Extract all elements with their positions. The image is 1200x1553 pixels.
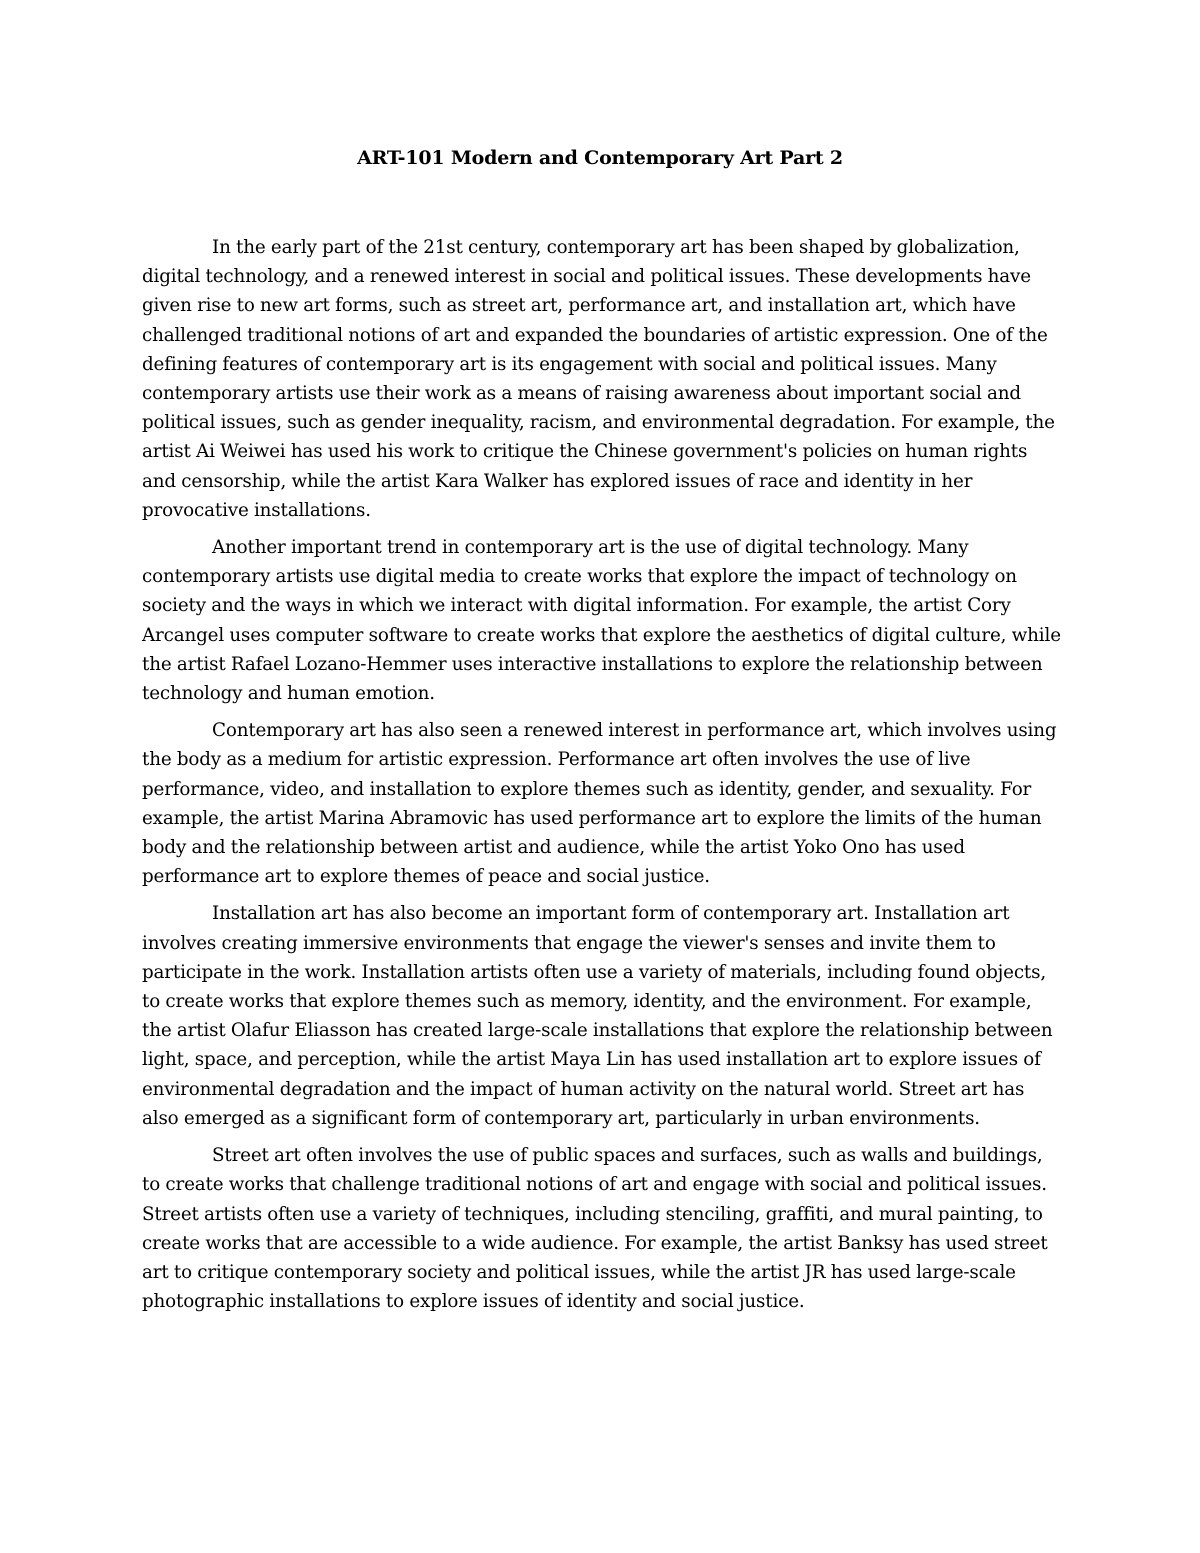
paragraph-3: Contemporary art has also seen a renewed interest in performance art, which involves using the body as a medium for artistic expression. Performance art often involves the use of live performance, video, and installation to explore themes such as identity, gender, and sexuality. For example, the artist Marina Abramovic has used performance art to explore the limits of the human body and the relationship between artist and audience, while the artist Yoko Ono has used performance art to explore themes of peace and social justice.: [142, 720, 1057, 888]
document-title: ART-101 Modern and Contemporary Art Part 2: [357, 147, 843, 169]
paragraph-5: Street art often involves the use of public spaces and surfaces, such as walls and buildings, to create works that challenge traditional notions of art and engage with social and political issues. Street artists often use a variety of techniques, including stenciling, graffiti, and mural painting, to create works that are accessible to a wide audience. For example, the artist Banksy has used street art to critique contemporary society and political issues, while the artist JR has used large-scale photographic installations to explore issues of identity and social justice.: [142, 1145, 1048, 1313]
paragraph-1: In the early part of the 21st century, contemporary art has been shaped by globalization, digital technology, and a renewed interest in social and political issues. These developments have given rise to new art forms, such as street art, performance art, and installation art, which have challenged traditional notions of art and expanded the boundaries of artistic expression. One of the defining features of contemporary art is its engagement with social and political issues. Many contemporary artists use their work as a means of raising awareness about important social and political issues, such as gender inequality, racism, and environmental degradation. For example, the artist Ai Weiwei has used his work to critique the Chinese government's policies on human rights and censorship, while the artist Kara Walker has explored issues of race and identity in her provocative installations.: [142, 237, 1055, 521]
paragraph-4: Installation art has also become an important form of contemporary art. Installation art involves creating immersive environments that engage the viewer's senses and invite them to participate in the work. Installation artists often use a variety of materials, including found objects, to create works that explore themes such as memory, identity, and the environment. For example, the artist Olafur Eliasson has created large-scale installations that explore the relationship between light, space, and perception, while the artist Maya Lin has used installation art to explore issues of environmental degradation and the impact of human activity on the natural world. Street art has also emerged as a significant form of contemporary art, particularly in urban environments.: [142, 903, 1053, 1129]
paragraph-2: Another important trend in contemporary art is the use of digital technology. Many contemporary artists use digital media to create works that explore the impact of technology on society and the ways in which we interact with digital information. For example, the artist Cory Arcangel uses computer software to create works that explore the aesthetics of digital culture, while the artist Rafael Lozano-Hemmer uses interactive installations to explore the relationship between technology and human emotion.: [142, 537, 1061, 705]
document-body: [142, 233, 1062, 1324]
